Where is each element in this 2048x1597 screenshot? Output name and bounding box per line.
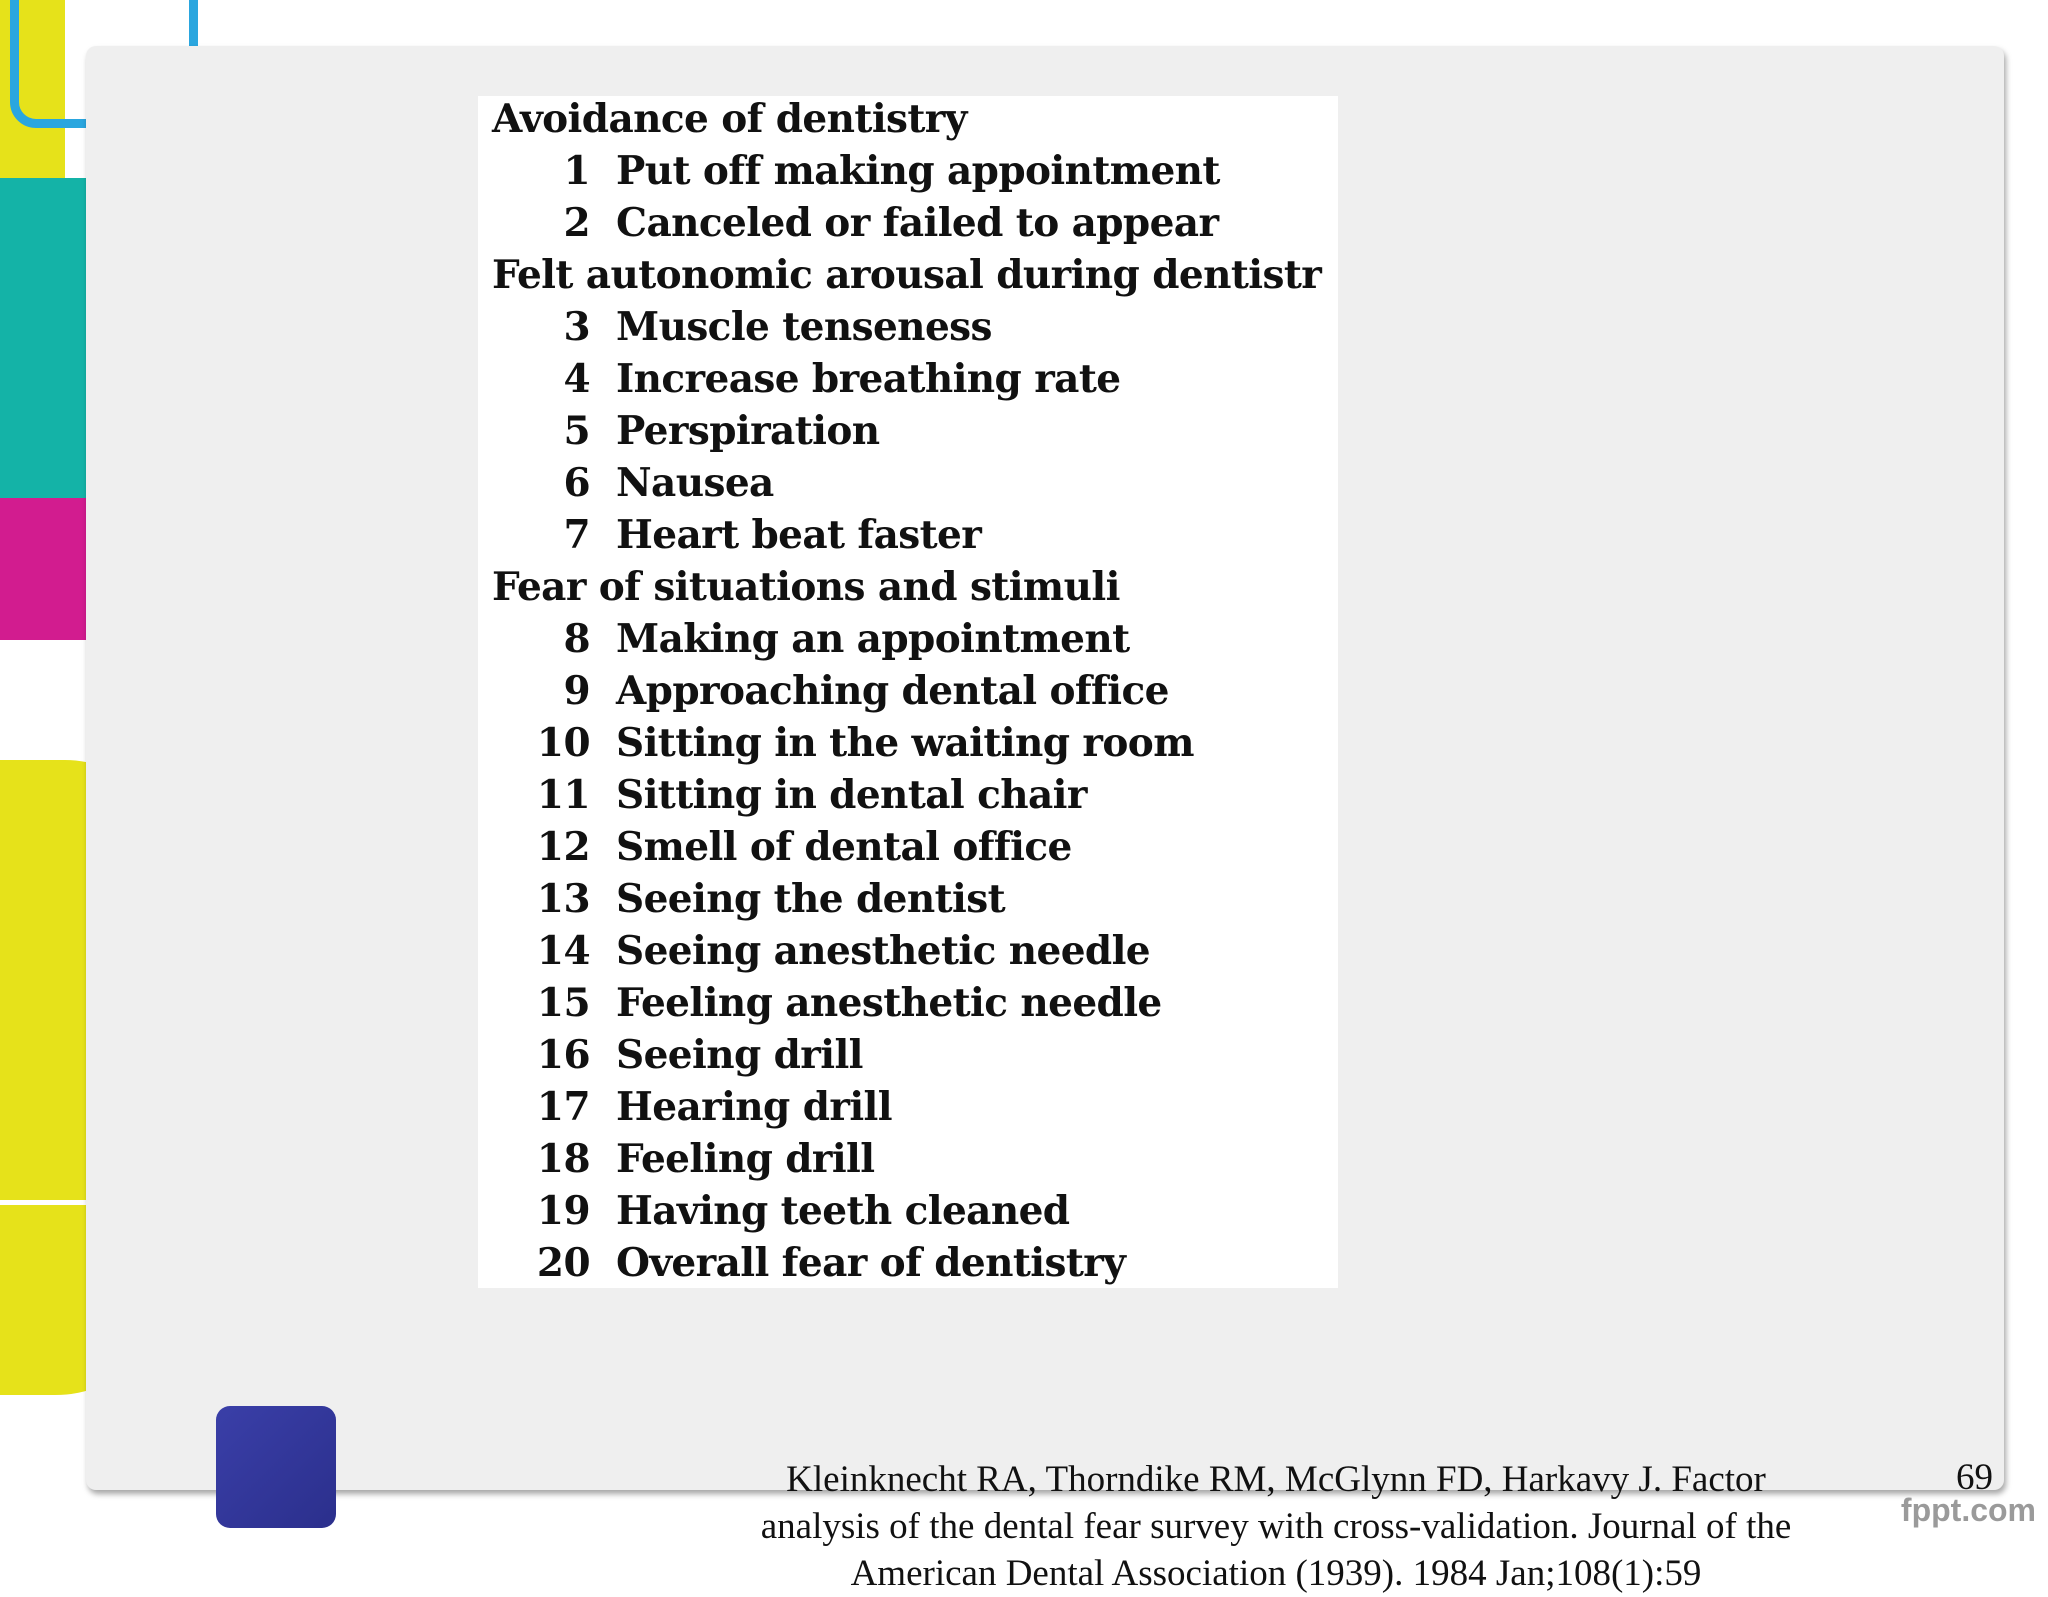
item-number: 16 [536, 1032, 590, 1078]
item-number: 20 [536, 1240, 590, 1286]
item-number: 3 [563, 304, 590, 350]
decorative-blue-square [216, 1406, 336, 1528]
item-number: 6 [563, 460, 590, 506]
item-number: 2 [563, 200, 590, 246]
citation-line: American Dental Association (1939). 1984 Jan;108(1):59 [850, 1553, 1702, 1594]
citation-line: analysis of the dental fear survey with cross-validation. Journal of the [760, 1506, 1792, 1547]
item-number: 18 [536, 1136, 590, 1182]
item-text: Sitting in the waiting room [616, 720, 1194, 766]
item-text: Seeing the dentist [616, 876, 1006, 922]
item-number: 8 [563, 616, 590, 662]
citation [686, 1456, 1866, 1597]
item-number: 9 [563, 668, 590, 714]
item-number: 12 [536, 824, 590, 870]
citation-line: Kleinknecht RA, Thorndike RM, McGlynn FD, Harkavy J. Factor [786, 1459, 1766, 1500]
item-text: Increase breathing rate [616, 356, 1121, 402]
watermark-logo: fppt.com [1900, 1492, 2036, 1528]
item-text: Feeling drill [616, 1136, 875, 1182]
item-text: Overall fear of dentistry [616, 1240, 1126, 1286]
item-number: 17 [536, 1084, 590, 1130]
slide-number: 69 [1956, 1457, 1993, 1498]
item-text: Put off making appointment [616, 148, 1220, 194]
questionnaire-scan [478, 96, 1338, 1288]
item-text: Nausea [616, 460, 774, 506]
item-text: Heart beat faster [616, 512, 982, 558]
item-text: Muscle tenseness [616, 304, 992, 350]
item-text: Feeling anesthetic needle [616, 980, 1162, 1026]
item-number: 4 [563, 356, 590, 402]
item-text: Having teeth cleaned [616, 1188, 1070, 1234]
item-text: Perspiration [616, 408, 880, 454]
item-number: 5 [563, 408, 590, 454]
item-number: 1 [563, 148, 590, 194]
item-number: 10 [536, 720, 590, 766]
section-title-avoidance: Avoidance of dentistry [492, 96, 967, 142]
item-text: Sitting in dental chair [616, 772, 1087, 818]
item-text: Making an appointment [616, 616, 1130, 662]
item-number: 15 [536, 980, 590, 1026]
section-title-situations-stimuli: Fear of situations and stimuli [492, 564, 1120, 610]
item-text: Seeing drill [616, 1032, 863, 1078]
item-number: 7 [563, 512, 590, 558]
item-text: Smell of dental office [616, 824, 1072, 870]
item-text: Seeing anesthetic needle [616, 928, 1151, 974]
item-text: Approaching dental office [616, 668, 1169, 714]
item-text: Canceled or failed to appear [616, 200, 1219, 246]
item-text: Hearing drill [616, 1084, 892, 1130]
item-number: 19 [536, 1188, 590, 1234]
section-title-autonomic-arousal: Felt autonomic arousal during dentistr [492, 252, 1322, 298]
item-number: 14 [536, 928, 590, 974]
item-number: 13 [536, 876, 590, 922]
item-number: 11 [536, 772, 590, 818]
